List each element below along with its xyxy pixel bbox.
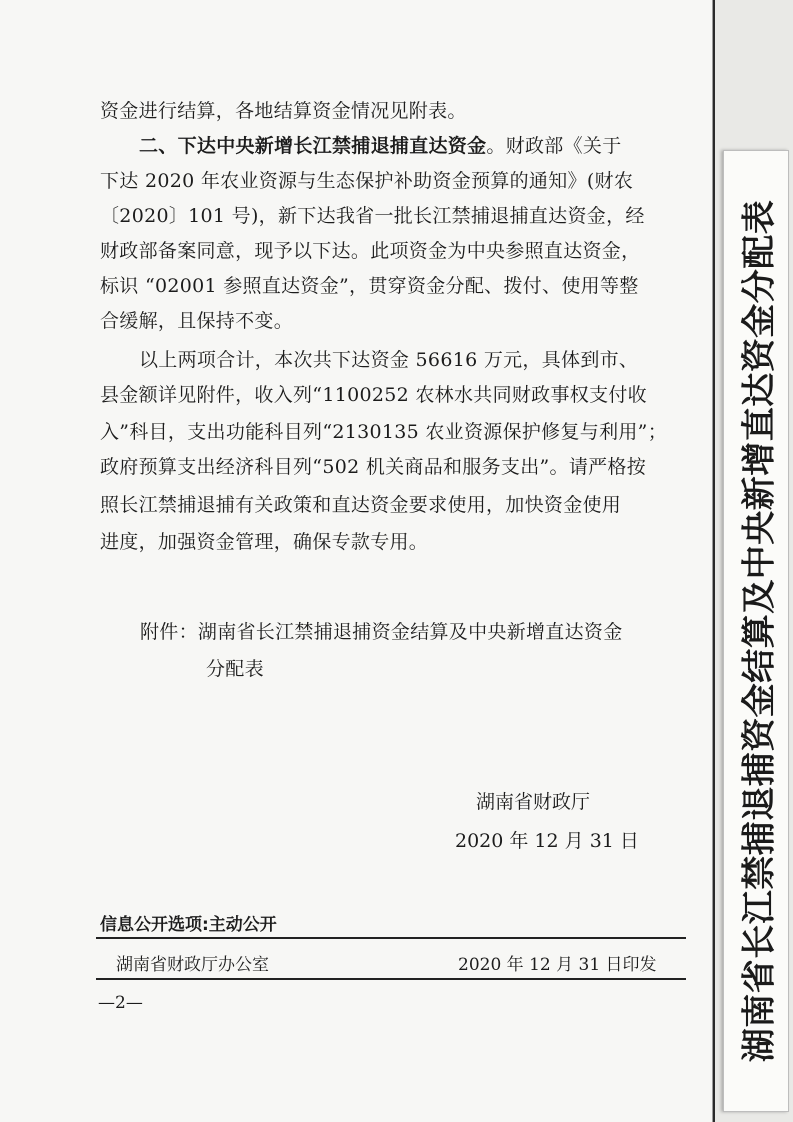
attachment-title: 湖南省长江禁捕退捕资金结算及中央新增直达资金 [197, 621, 623, 643]
body-line-5: 财政部备案同意，现予以下达。此项资金为中央参照直达资金， [100, 240, 641, 262]
signature-date: 2020 年 12 月 31 日 [455, 830, 639, 852]
side-tab-title: 湖南省长江禁捕退捕资金结算及中央新增直达资金分配表 [739, 199, 780, 1063]
attachment-line-1 [140, 617, 725, 644]
section-2-rest: 。财政部《关于 [486, 135, 622, 157]
footer-rule-top [96, 937, 686, 939]
body-line-4: 〔2020〕101 号)，新下达我省一批长江禁捕退捕直达资金，经 [100, 205, 645, 227]
print-date: 2020 年 12 月 31 日印发 [458, 955, 657, 975]
issuing-office: 湖南省财政厅办公室 [116, 955, 269, 975]
body-line-10: 入”科目，支出功能科目列“2130135 农业资源保护修复与利用”； [100, 421, 667, 443]
page-number: —2— [98, 993, 143, 1013]
signature-org: 湖南省财政厅 [476, 791, 591, 813]
body-line-7: 合缓解，且保持不变。 [100, 310, 294, 332]
attachment-label: 附件： [140, 621, 198, 643]
side-tab-strip [712, 0, 793, 1122]
body-line-3: 下达 2020 年农业资源与生态保护补助资金预算的通知》(财农 [100, 170, 634, 192]
body-line-9: 县金额详见附件，收入列“1100252 农林水共同财政事权支付收 [100, 384, 647, 406]
section-2-line [139, 131, 724, 158]
side-tab-card [723, 150, 789, 1112]
section-2-heading: 二、下达中央新增长江禁捕退捕直达资金 [139, 135, 487, 157]
attachment-line-2: 分配表 [206, 658, 264, 680]
body-line-1: 资金进行结算，各地结算资金情况见附表。 [100, 100, 467, 122]
body-line-11: 政府预算支出经济科目列“502 机关商品和服务支出”。请严格按 [100, 456, 647, 478]
binding-edge [713, 0, 715, 1122]
body-line-8: 以上两项合计，本次共下达资金 56616 万元，具体到市、 [139, 349, 639, 371]
disclosure-option: 信息公开选项:主动公开 [100, 915, 277, 935]
body-line-6: 标识 “02001 参照直达资金”，贯穿资金分配、拨付、使用等整 [100, 275, 639, 297]
body-line-13: 进度，加强资金管理，确保专款专用。 [100, 531, 429, 553]
footer-rule-bottom [96, 978, 686, 980]
body-line-12: 照长江禁捕退捕有关政策和直达资金要求使用，加快资金使用 [100, 494, 622, 516]
